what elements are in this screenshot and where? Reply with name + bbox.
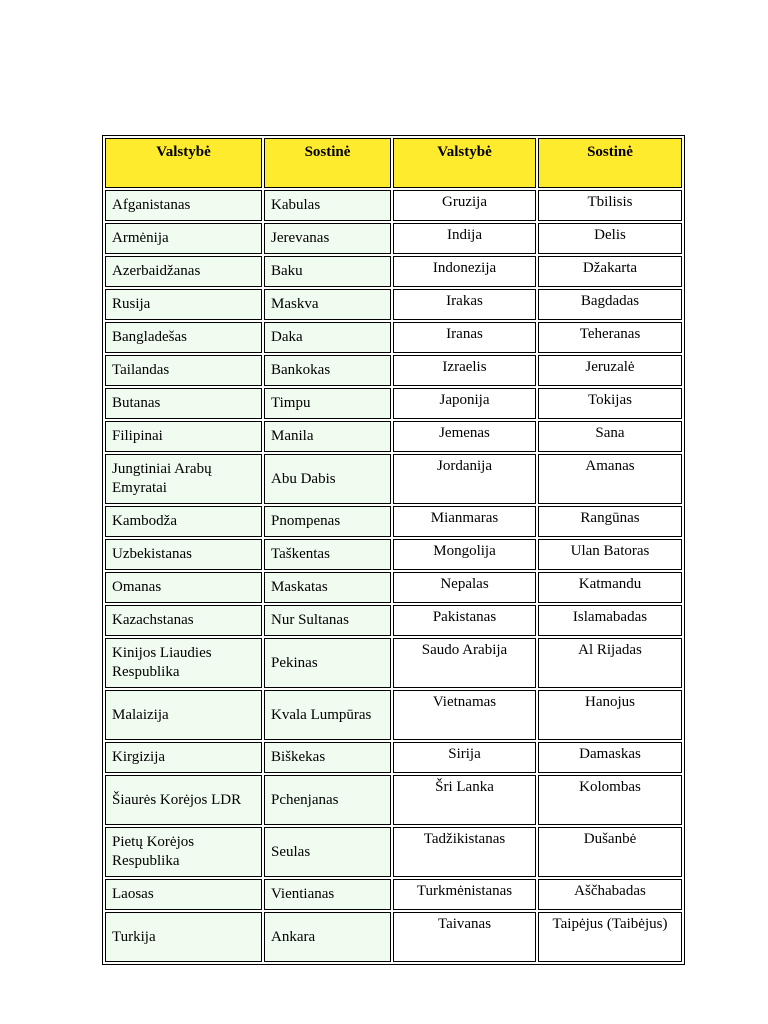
table-row bbox=[105, 827, 682, 877]
cell-country-1: Kinijos Liaudies Respublika bbox=[105, 638, 262, 688]
cell-country-2: Izraelis bbox=[393, 355, 536, 386]
cell-capital-1: Kvala Lumpūras bbox=[264, 690, 391, 740]
cell-country-1: Malaizija bbox=[105, 690, 262, 740]
cell-country-2: Gruzija bbox=[393, 190, 536, 221]
table-row bbox=[105, 322, 682, 353]
cell-capital-1: Pnompenas bbox=[264, 506, 391, 537]
cell-country-1: Pietų Korėjos Respublika bbox=[105, 827, 262, 877]
cell-country-2: Nepalas bbox=[393, 572, 536, 603]
cell-capital-1: Timpu bbox=[264, 388, 391, 419]
cell-capital-1: Pekinas bbox=[264, 638, 391, 688]
cell-capital-1: Abu Dabis bbox=[264, 454, 391, 504]
cell-country-2: Jemenas bbox=[393, 421, 536, 452]
table-row bbox=[105, 506, 682, 537]
cell-country-1: Azerbaidžanas bbox=[105, 256, 262, 287]
cell-country-2: Japonija bbox=[393, 388, 536, 419]
cell-capital-2: Jeruzalė bbox=[538, 355, 682, 386]
cell-capital-1: Kabulas bbox=[264, 190, 391, 221]
cell-capital-1: Bankokas bbox=[264, 355, 391, 386]
table-row bbox=[105, 256, 682, 287]
table-row bbox=[105, 289, 682, 320]
cell-capital-2: Delis bbox=[538, 223, 682, 254]
cell-country-2: Mongolija bbox=[393, 539, 536, 570]
cell-capital-1: Maskatas bbox=[264, 572, 391, 603]
country-capitals-table bbox=[102, 135, 685, 965]
table-row bbox=[105, 879, 682, 910]
cell-capital-2: Džakarta bbox=[538, 256, 682, 287]
cell-country-2: Pakistanas bbox=[393, 605, 536, 636]
table-row bbox=[105, 421, 682, 452]
cell-country-1: Uzbekistanas bbox=[105, 539, 262, 570]
header-country-1: Valstybė bbox=[105, 138, 262, 188]
cell-capital-2: Kolombas bbox=[538, 775, 682, 825]
header-country-2: Valstybė bbox=[393, 138, 536, 188]
cell-country-2: Indonezija bbox=[393, 256, 536, 287]
cell-country-1: Rusija bbox=[105, 289, 262, 320]
cell-country-1: Armėnija bbox=[105, 223, 262, 254]
cell-capital-2: Rangūnas bbox=[538, 506, 682, 537]
table-header-row bbox=[105, 138, 682, 188]
cell-capital-1: Taškentas bbox=[264, 539, 391, 570]
cell-country-1: Bangladešas bbox=[105, 322, 262, 353]
cell-capital-1: Manila bbox=[264, 421, 391, 452]
table-row bbox=[105, 539, 682, 570]
cell-country-2: Vietnamas bbox=[393, 690, 536, 740]
cell-capital-1: Jerevanas bbox=[264, 223, 391, 254]
cell-capital-1: Vientianas bbox=[264, 879, 391, 910]
cell-country-2: Indija bbox=[393, 223, 536, 254]
cell-capital-2: Al Rijadas bbox=[538, 638, 682, 688]
table-row bbox=[105, 355, 682, 386]
table-row bbox=[105, 742, 682, 773]
cell-country-1: Omanas bbox=[105, 572, 262, 603]
cell-capital-2: Aščhabadas bbox=[538, 879, 682, 910]
cell-capital-1: Ankara bbox=[264, 912, 391, 962]
cell-country-2: Saudo Arabija bbox=[393, 638, 536, 688]
cell-capital-1: Biškekas bbox=[264, 742, 391, 773]
cell-country-1: Afganistanas bbox=[105, 190, 262, 221]
table-row bbox=[105, 190, 682, 221]
table-row bbox=[105, 223, 682, 254]
cell-country-2: Turkmėnistanas bbox=[393, 879, 536, 910]
table-body bbox=[105, 190, 682, 962]
cell-capital-2: Teheranas bbox=[538, 322, 682, 353]
cell-country-2: Iranas bbox=[393, 322, 536, 353]
table-row bbox=[105, 775, 682, 825]
cell-country-2: Mianmaras bbox=[393, 506, 536, 537]
cell-country-2: Irakas bbox=[393, 289, 536, 320]
cell-capital-2: Hanojus bbox=[538, 690, 682, 740]
cell-capital-2: Tokijas bbox=[538, 388, 682, 419]
cell-capital-2: Dušanbė bbox=[538, 827, 682, 877]
cell-country-1: Filipinai bbox=[105, 421, 262, 452]
cell-capital-2: Taipėjus (Taibėjus) bbox=[538, 912, 682, 962]
cell-country-1: Laosas bbox=[105, 879, 262, 910]
cell-country-1: Butanas bbox=[105, 388, 262, 419]
table-row bbox=[105, 912, 682, 962]
cell-capital-2: Bagdadas bbox=[538, 289, 682, 320]
cell-capital-2: Amanas bbox=[538, 454, 682, 504]
cell-country-2: Taivanas bbox=[393, 912, 536, 962]
cell-country-2: Sirija bbox=[393, 742, 536, 773]
cell-country-2: Tadžikistanas bbox=[393, 827, 536, 877]
table-row bbox=[105, 605, 682, 636]
cell-capital-2: Tbilisis bbox=[538, 190, 682, 221]
cell-country-1: Šiaurės Korėjos LDR bbox=[105, 775, 262, 825]
cell-country-2: Jordanija bbox=[393, 454, 536, 504]
table-row bbox=[105, 388, 682, 419]
cell-capital-1: Maskva bbox=[264, 289, 391, 320]
header-capital-2: Sostinė bbox=[538, 138, 682, 188]
cell-country-1: Kazachstanas bbox=[105, 605, 262, 636]
cell-capital-2: Ulan Batoras bbox=[538, 539, 682, 570]
cell-capital-1: Baku bbox=[264, 256, 391, 287]
cell-capital-1: Seulas bbox=[264, 827, 391, 877]
table-row bbox=[105, 572, 682, 603]
cell-capital-1: Pchenjanas bbox=[264, 775, 391, 825]
cell-capital-1: Daka bbox=[264, 322, 391, 353]
cell-capital-1: Nur Sultanas bbox=[264, 605, 391, 636]
cell-country-2: Šri Lanka bbox=[393, 775, 536, 825]
cell-country-1: Kambodža bbox=[105, 506, 262, 537]
cell-capital-2: Sana bbox=[538, 421, 682, 452]
table-row bbox=[105, 454, 682, 504]
cell-country-1: Tailandas bbox=[105, 355, 262, 386]
table-row bbox=[105, 690, 682, 740]
cell-country-1: Jungtiniai Arabų Emyratai bbox=[105, 454, 262, 504]
cell-country-1: Kirgizija bbox=[105, 742, 262, 773]
cell-capital-2: Damaskas bbox=[538, 742, 682, 773]
table-row bbox=[105, 638, 682, 688]
cell-capital-2: Islamabadas bbox=[538, 605, 682, 636]
header-capital-1: Sostinė bbox=[264, 138, 391, 188]
cell-capital-2: Katmandu bbox=[538, 572, 682, 603]
cell-country-1: Turkija bbox=[105, 912, 262, 962]
